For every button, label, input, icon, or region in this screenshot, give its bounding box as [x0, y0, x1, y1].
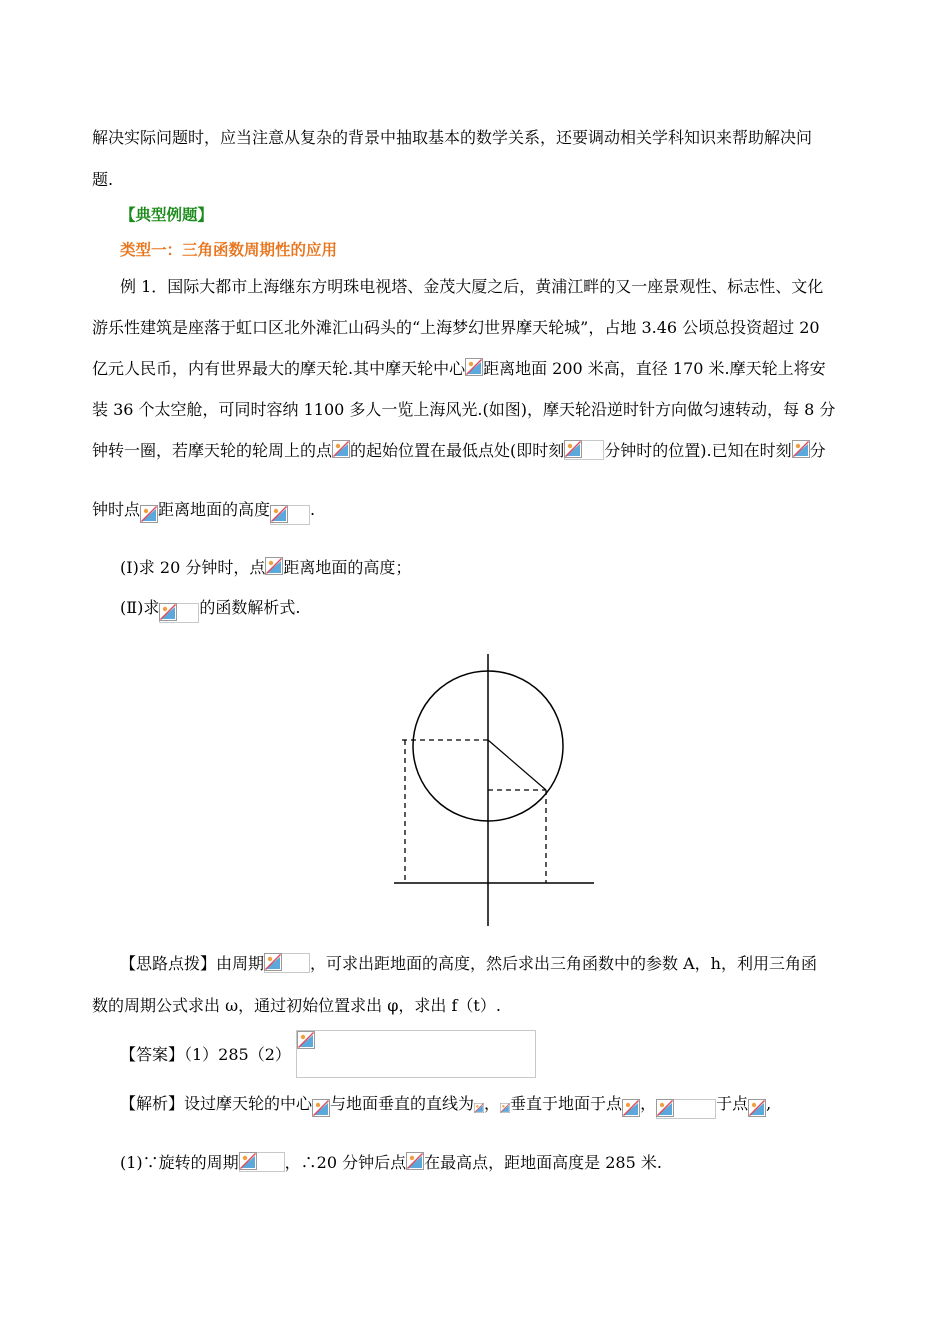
formula-image-icon [656, 1099, 716, 1119]
formula-image-icon [140, 505, 158, 525]
formula-image-icon [622, 1099, 640, 1119]
radius-line [488, 740, 546, 790]
typical-examples-heading: 【典型例题】 [120, 206, 214, 224]
formula-image-icon [264, 953, 310, 973]
formula-image-icon [474, 1099, 484, 1119]
formula-image-icon [265, 557, 283, 577]
example-line-1: 例 1．国际大都市上海继东方明珠电视塔、金茂大厦之后，黄浦江畔的又一座景观性、标志性、文化 [120, 277, 824, 296]
formula-image-icon [159, 603, 199, 623]
example-line-6: 钟时点 距离地面的高度 . [92, 500, 315, 525]
formula-image-icon [564, 440, 604, 460]
type-one-heading: 类型一：三角函数周期性的应用 [120, 241, 338, 259]
formula-image-icon [312, 1099, 330, 1119]
example-line-5: 钟转一圈，若摩天轮的轮周上的点 的起始位置在最低点处(即时刻 分钟时的位置).已知在时刻 分 [92, 441, 826, 460]
formula-image-icon [270, 505, 310, 525]
question-2: (Ⅱ)求 的函数解析式. [120, 598, 300, 623]
hint-line-1: 【思路点拨】由周期 ，可求出距地面的高度，然后求出三角函数中的参数 A，h，利用三角函 [120, 954, 817, 973]
example-line-4: 装 36 个太空舱，可同时容纳 1100 多人一览上海风光.(如图)，摩天轮沿逆时针方向做匀速转动，每 8 分 [92, 400, 836, 419]
example-line-2: 游乐性建筑是座落于虹口区北外滩汇山码头的“上海梦幻世界摩天轮城”，占地 3.46 公顷总投资超过 20 [92, 318, 820, 337]
formula-image-icon [332, 440, 350, 460]
formula-image-icon [748, 1099, 766, 1119]
example-line-3: 亿元人民币，内有世界最大的摩天轮.其中摩天轮中心 距离地面 200 米高，直径 170 米.摩天轮上将安 [92, 359, 826, 378]
formula-image-icon [239, 1152, 285, 1172]
formula-image-icon [500, 1099, 510, 1119]
analysis-part-1: (1)∵旋转的周期 ，∴20 分钟后点 在最高点，距地面高度是 285 米. [120, 1153, 662, 1172]
formula-image-icon [406, 1152, 424, 1172]
ferris-wheel-diagram [380, 650, 610, 935]
answer-formula-image [296, 1030, 536, 1078]
formula-image-icon [465, 358, 483, 378]
analysis-line: 【解析】设过摩天轮的中心 与地面垂直的直线为 ， 垂直于地面于点 ， 于点 , [120, 1094, 771, 1119]
answer-line: 【答案】（1）285（2） [120, 1045, 291, 1064]
intro-line-2: 题. [92, 170, 114, 189]
hint-line-2: 数的周期公式求出 ω，通过初始位置求出 φ，求出 f（t）. [92, 996, 501, 1015]
formula-image-icon [792, 440, 810, 460]
intro-line-1: 解决实际问题时，应当注意从复杂的背景中抽取基本的数学关系，还要调动相关学科知识来帮助解决问 [92, 128, 813, 147]
question-1: (Ⅰ)求 20 分钟时，点 距离地面的高度； [120, 558, 412, 577]
